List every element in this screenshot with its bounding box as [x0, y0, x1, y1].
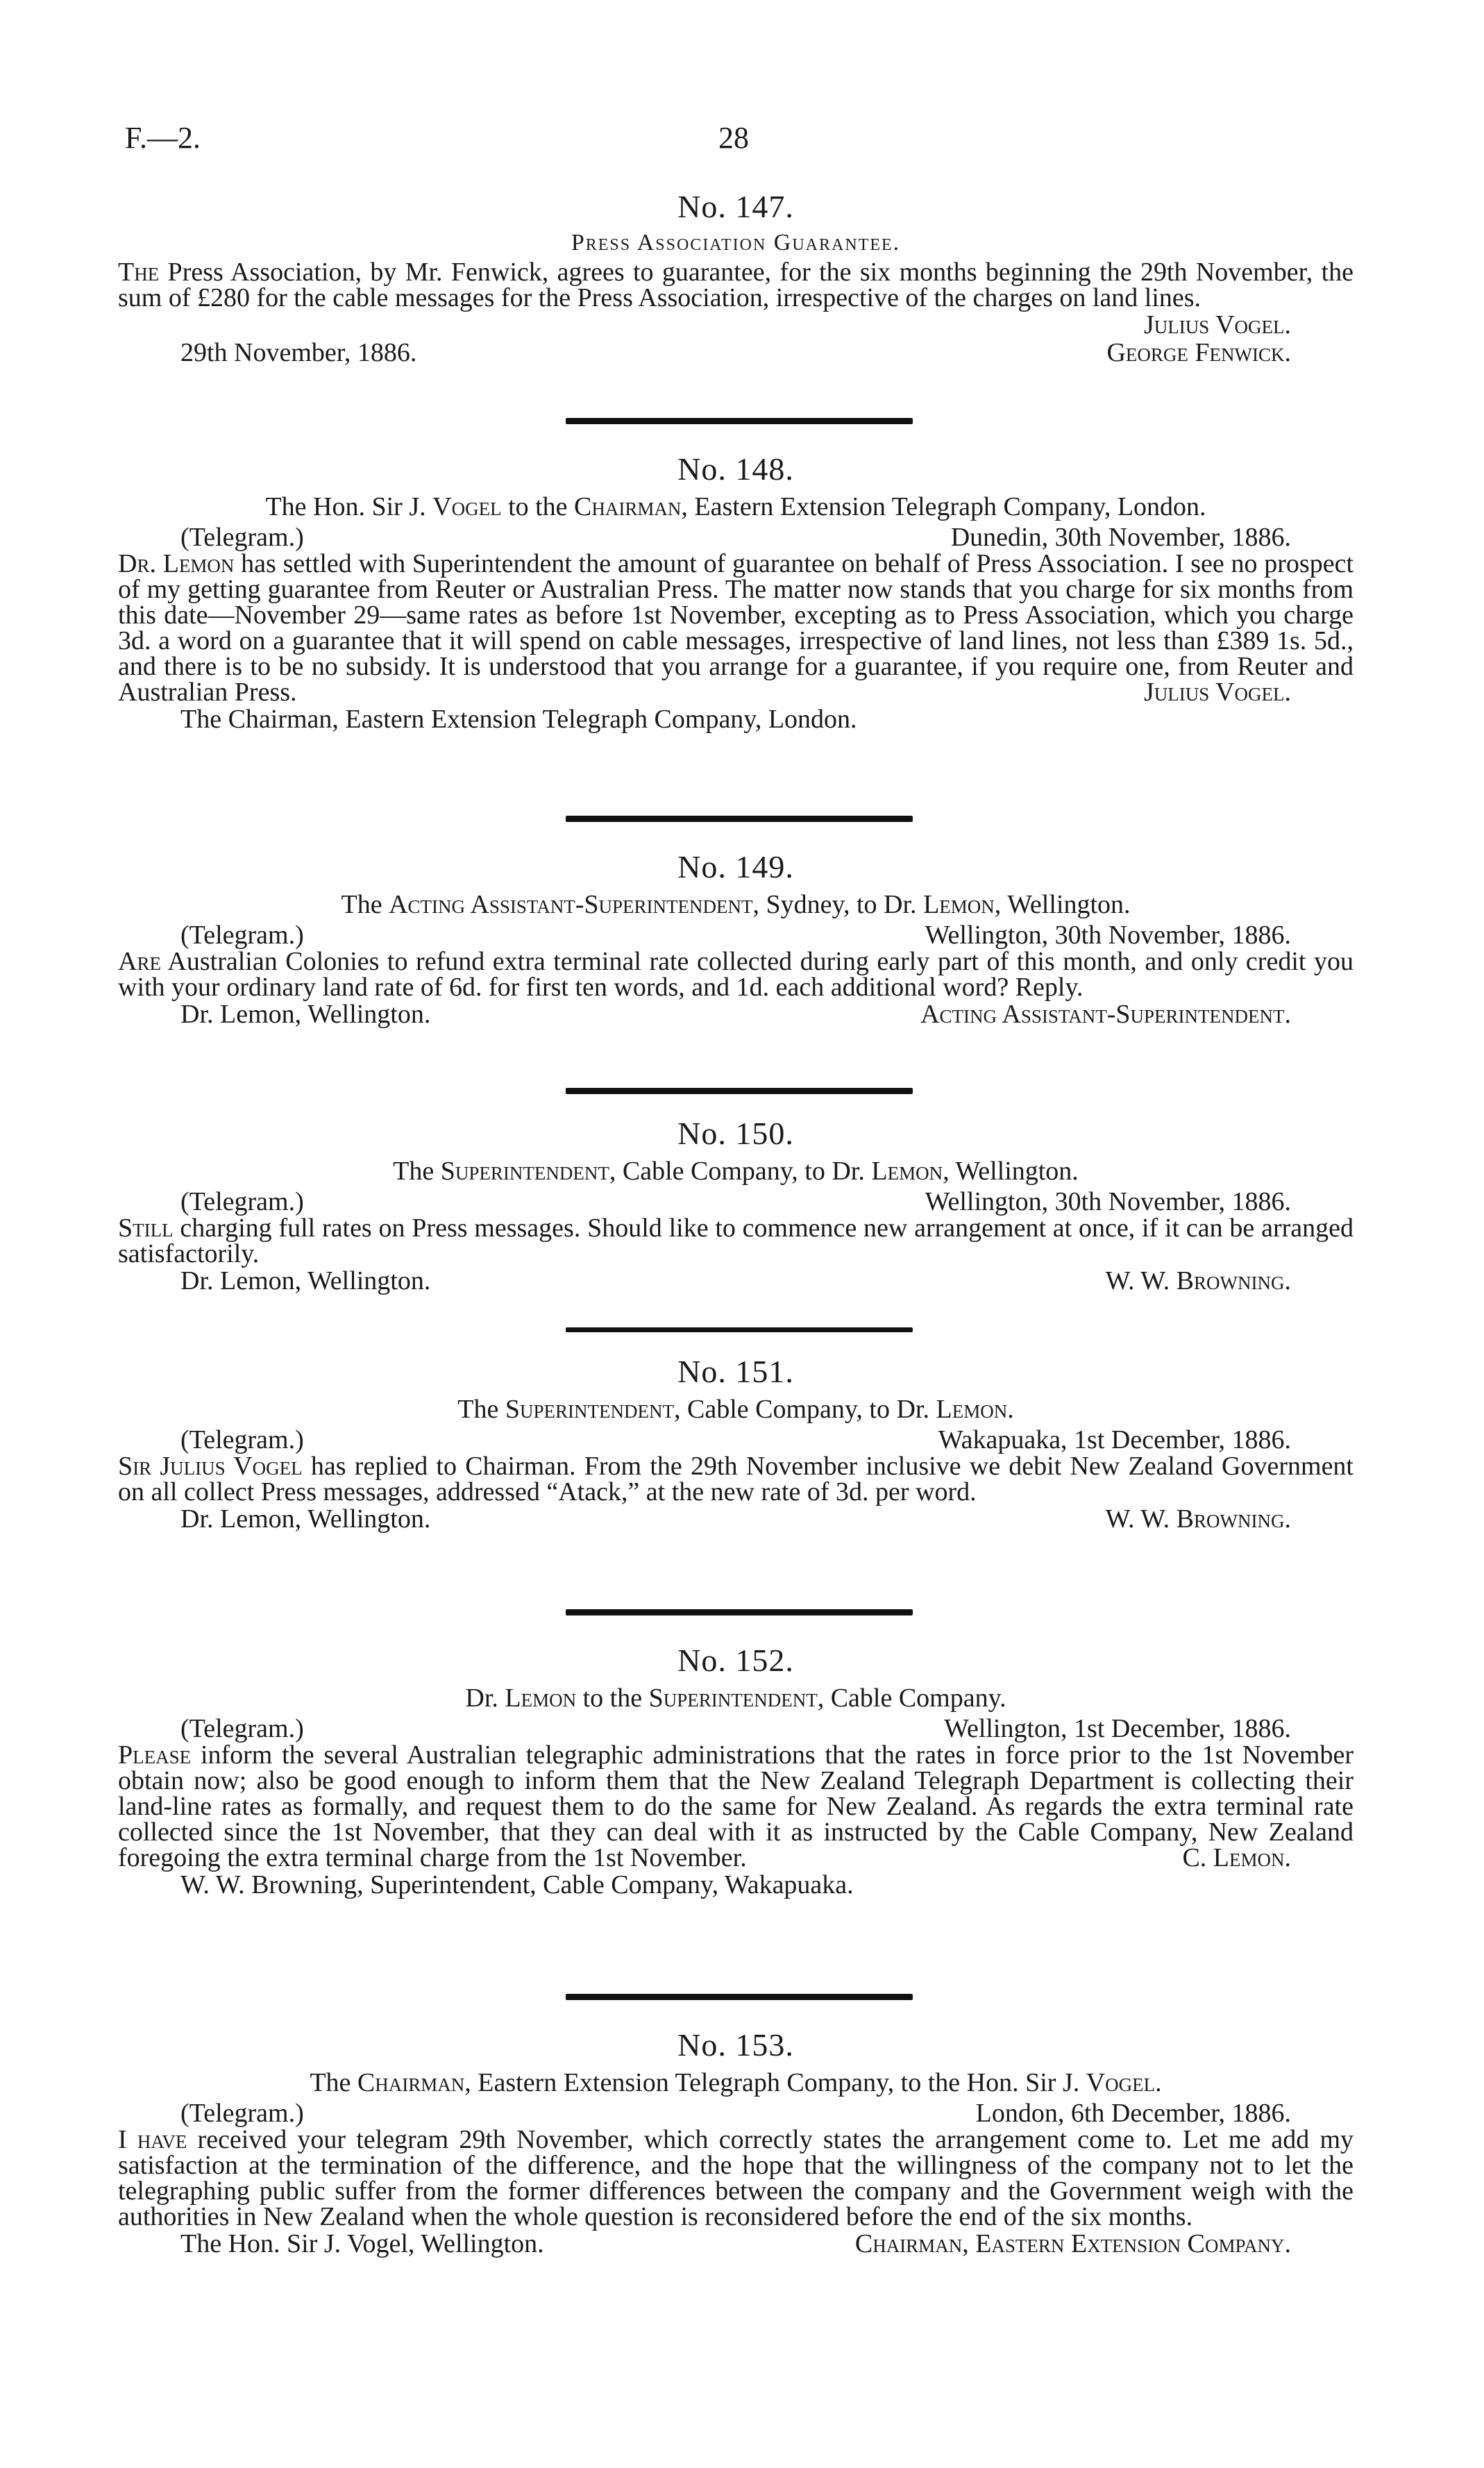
entry-149	[118, 849, 1354, 1028]
signature: Chairman, Eastern Extension Company.	[854, 2229, 1291, 2258]
section-divider	[566, 418, 913, 424]
telegram-row	[118, 1426, 1354, 1454]
document-code: F.—2.	[125, 121, 201, 155]
entry-150	[118, 1116, 1354, 1295]
section-divider	[566, 1994, 913, 2000]
section-divider	[566, 1327, 913, 1332]
entry-heading: The Superintendent, Cable Company, to Dr. Lemon.	[457, 1395, 1014, 1424]
entry-heading: The Chairman, Eastern Extension Telegraph Company, to the Hon. Sir J. Vogel.	[310, 2068, 1162, 2097]
place-date: London, 6th December, 1886.	[975, 2099, 1291, 2128]
entry-text: Press Association, by Mr. Fenwick, agrees to guarantee, for the six months beginning the 29th November, the sum of £280 for the cable messages for the Press Association, irrespective of the charges on land lines.	[118, 258, 1354, 312]
telegram-label: (Telegram.)	[180, 1714, 304, 1743]
page-header	[0, 121, 1484, 160]
entry-heading: The Hon. Sir J. Vogel to the Chairman, Eastern Extension Telegraph Company, London.	[265, 492, 1206, 521]
entry-body	[118, 1454, 1354, 1505]
entry-number: No. 150.	[677, 1116, 794, 1151]
entry-lead: Still	[118, 1214, 174, 1243]
entry-text: has settled with Superintendent the amount of guarantee on behalf of Press Association. I see no prospect of my getting guarantee from Reuter or Australian Press. The matter now stands that you charge for six months from this date—November 29—same rates as before 1st November, excepting as to Press Association, which you charge 3d. a word on a guarantee that it will spend on cable messages, irrespective of land lines, not less than £389 1s. 5d., and there is to be no subsidy. It is understood that you arrange for a guarantee, if you require one, from Reuter and Australian Press.	[118, 549, 1354, 707]
entry-date: 29th November, 1886.	[180, 338, 417, 367]
entry-lead: The	[118, 258, 160, 287]
entry-148	[118, 451, 1354, 733]
entry-body	[118, 1740, 1354, 1872]
entry-151	[118, 1354, 1354, 1533]
signature-vogel: Julius Vogel.	[1143, 310, 1291, 339]
page-number: 28	[718, 121, 749, 155]
addressee-signature-row	[118, 1267, 1354, 1295]
signature: W. W. Browning.	[1105, 1504, 1291, 1534]
entry-lead: Are	[118, 947, 161, 976]
entry-text: received your telegram 29th November, which correctly states the arrangement come to. Let me add my satisfaction at the termination of the difference, and the hope that the willingness of the company not to let the telegraphing public suffer from the former differences between the company and the Government weigh with the authorities in New Zealand when the whole question is reconsidered before the end of the six months.	[118, 2125, 1354, 2231]
entry-text: has replied to Chairman. From the 29th November inclusive we debit New Zealand Government on all collect Press messages, addressed “Atack,” at the new rate of 3d. per word.	[118, 1452, 1354, 1506]
signature: Acting Assistant-Superintendent.	[920, 1000, 1291, 1029]
addressee: W. W. Browning, Superintendent, Cable Company, Wakapuaka.	[180, 1870, 854, 1899]
entry-number: No. 148.	[677, 451, 794, 487]
section-divider	[566, 1609, 913, 1615]
place-date: Wellington, 1st December, 1886.	[944, 1714, 1291, 1743]
telegram-label: (Telegram.)	[180, 1187, 304, 1216]
telegram-row	[118, 2099, 1354, 2127]
telegram-row	[118, 1715, 1354, 1743]
entry-heading: Dr. Lemon to the Superintendent, Cable Company.	[465, 1684, 1006, 1713]
entry-body	[118, 2127, 1354, 2230]
entry-153	[118, 2027, 1354, 2258]
entry-heading: The Acting Assistant-Superintendent, Sydney, to Dr. Lemon, Wellington.	[341, 890, 1131, 919]
telegram-label: (Telegram.)	[180, 921, 304, 950]
addressee: The Chairman, Eastern Extension Telegraph Company, London.	[180, 705, 857, 734]
entry-body	[118, 260, 1354, 311]
addressee: Dr. Lemon, Wellington.	[180, 1000, 431, 1029]
addressee-signature-row	[118, 1000, 1354, 1028]
entry-147	[118, 189, 1354, 367]
telegram-row	[118, 1188, 1354, 1216]
telegram-row	[118, 523, 1354, 551]
addressee: The Hon. Sir J. Vogel, Wellington.	[180, 2229, 544, 2258]
section-divider	[566, 1088, 913, 1094]
date-signature-row	[118, 339, 1354, 367]
signature: Julius Vogel.	[1143, 678, 1291, 707]
entry-heading: The Superintendent, Cable Company, to Dr. Lemon, Wellington.	[393, 1157, 1079, 1186]
telegram-label: (Telegram.)	[180, 523, 304, 552]
addressee-signature-row	[118, 1505, 1354, 1533]
entry-text: charging full rates on Press messages. Should like to commence new arrangement at once, if it can be arranged satisfactorily.	[118, 1214, 1354, 1268]
signature: C. Lemon.	[1182, 1843, 1291, 1872]
addressee: Dr. Lemon, Wellington.	[180, 1266, 431, 1295]
place-date: Wakapuaka, 1st December, 1886.	[938, 1425, 1291, 1454]
entry-text: Australian Colonies to refund extra terminal rate collected during early part of this month, and only credit you with your ordinary land rate of 6d. for first ten words, and 1d. each additional word? Reply.	[118, 947, 1354, 1002]
addressee: Dr. Lemon, Wellington.	[180, 1504, 431, 1534]
entry-caption: Press Association Guarantee.	[571, 230, 901, 255]
entry-body	[118, 949, 1354, 1000]
entry-body	[118, 1216, 1354, 1267]
telegram-label: (Telegram.)	[180, 1425, 304, 1454]
entry-number: No. 152.	[677, 1643, 794, 1678]
entry-lead: Please	[118, 1740, 192, 1770]
entry-number: No. 151.	[677, 1354, 794, 1389]
place-date: Wellington, 30th November, 1886.	[925, 1187, 1291, 1216]
entry-lead: I have	[118, 2125, 187, 2154]
entry-body	[118, 551, 1354, 705]
entry-lead: Dr. Lemon	[118, 549, 235, 578]
signature: W. W. Browning.	[1105, 1266, 1291, 1295]
signature-fenwick: George Fenwick.	[1106, 338, 1291, 367]
telegram-row	[118, 921, 1354, 949]
entry-152	[118, 1643, 1354, 1899]
place-date: Dunedin, 30th November, 1886.	[950, 523, 1291, 552]
entry-number: No. 147.	[677, 189, 794, 224]
entry-number: No. 153.	[677, 2027, 794, 2063]
entry-text: inform the several Australian telegraphic administrations that the rates in force prior to the 1st November obtain now; also be good enough to inform them that the New Zealand Telegraph Department is collecting their land-line rates as formally, and request them to do the same for New Zealand. As regards the extra terminal rate collected since the 1st November, that they can deal with it as instructed by the Cable Company, New Zealand foregoing the extra terminal charge from the 1st November.	[118, 1740, 1354, 1872]
telegram-label: (Telegram.)	[180, 2099, 304, 2128]
entry-lead: Sir Julius Vogel	[118, 1452, 303, 1481]
place-date: Wellington, 30th November, 1886.	[925, 921, 1291, 950]
section-divider	[566, 816, 913, 822]
addressee-signature-row	[118, 2230, 1354, 2258]
entry-number: No. 149.	[677, 849, 794, 884]
